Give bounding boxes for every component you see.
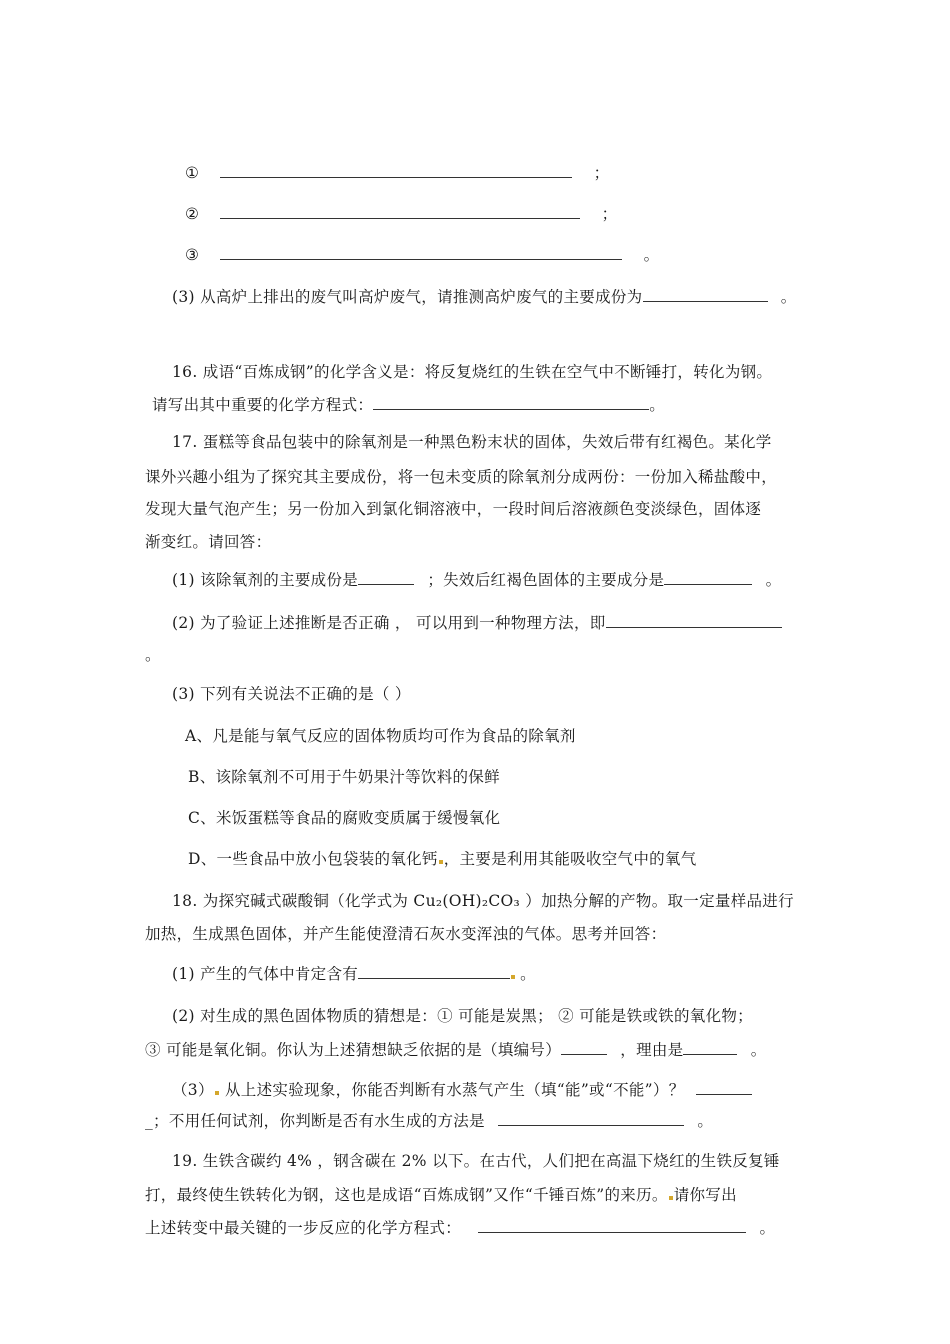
q16-line-2	[152, 395, 665, 415]
q18-2-blank-a[interactable]	[561, 1040, 607, 1055]
q17-line-2: 课外兴趣小组为了探究其主要成份，将一包未变质的除氧剂分成两份：一份加入稀盐酸中，	[145, 468, 778, 486]
q17-1-blank-a[interactable]	[358, 570, 414, 585]
option-d-text-a: D、一些食品中放小包袋装的氧化钙	[188, 850, 438, 868]
option-d	[188, 849, 697, 869]
q18-3-text-b: _；不用任何试剂，你判断是否有水生成的方法是	[145, 1112, 485, 1130]
period: 。	[759, 1219, 776, 1237]
q17-1	[172, 570, 781, 590]
q16-line-1: 16. 成语“百炼成钢”的化学含义是：将反复烧红的生铁在空气中不断锤打，转化为钢。	[172, 363, 773, 381]
q19-prompt: 上述转变中最关键的一步反应的化学方程式：	[145, 1219, 462, 1237]
answer-blank-2[interactable]	[220, 204, 580, 219]
q19-line-2	[145, 1185, 737, 1205]
circled-number-3: ③	[185, 246, 200, 264]
q16-prompt: 请写出其中重要的化学方程式：	[152, 396, 374, 414]
q17-3: (3) 下列有关说法不正确的是（ ）	[172, 685, 411, 703]
period: 。	[643, 246, 660, 264]
q17-2-end: 。	[145, 646, 161, 664]
q19-line-1: 19. 生铁含碳约 4% ，钢含碳在 2% 以下。在古代，人们把在高温下烧红的生铁反复锤	[172, 1152, 780, 1170]
q19-blank[interactable]	[478, 1218, 746, 1233]
q18-3-text: 从上述实验现象，你能否判断有水蒸气产生（填“能”或“不能”）？	[219, 1081, 685, 1099]
q15-3-blank[interactable]	[643, 287, 768, 302]
q19-line-3	[145, 1218, 775, 1238]
q18-line-1: 18. 为探究碱式碳酸铜（化学式为 Cu₂(OH)₂CO₃ ）加热分解的产物。取一定量样品进行	[172, 892, 794, 910]
period: 。	[765, 571, 782, 589]
answer-blank-3[interactable]	[220, 245, 622, 260]
q16-blank[interactable]	[373, 395, 649, 410]
q19-text-a: 打，最终使生铁转化为钢，这也是成语“百炼成钢”又作“千锤百炼”的来历。	[145, 1186, 668, 1204]
q17-line-1: 17. 蛋糕等食品包装中的除氧剂是一种黑色粉末状的固体，失效后带有红褐色。某化学	[172, 433, 772, 451]
q18-1-blank[interactable]	[358, 964, 510, 979]
period: 。	[697, 1112, 714, 1130]
q17-line-3: 发现大量气泡产生；另一份加入到氯化铜溶液中，一段时间后溶液颜色变淡绿色，固体逐	[145, 500, 762, 518]
q18-3-blank-a[interactable]	[696, 1080, 752, 1095]
period: 。	[780, 288, 797, 306]
q18-3-number: （3）	[172, 1081, 214, 1099]
semicolon: ；	[593, 164, 610, 182]
answer-line-3	[185, 245, 659, 265]
q19-text-b: 请你写出	[673, 1186, 737, 1204]
answer-blank-1[interactable]	[220, 163, 572, 178]
q18-2-line-1: (2) 对生成的黑色固体物质的猜想是：① 可能是炭黑； ② 可能是铁或铁的氧化物；	[172, 1007, 753, 1025]
option-d-text-b: ，主要是利用其能吸收空气中的氧气	[443, 850, 697, 868]
q17-1-text-b: ；失效后红褐色固体的主要成分是	[427, 571, 665, 589]
q18-2-text: ③ 可能是氧化铜。你认为上述猜想缺乏依据的是（填编号）	[145, 1041, 562, 1059]
q18-3-line-1	[172, 1080, 752, 1100]
q18-2-blank-b[interactable]	[683, 1040, 737, 1055]
q17-2-blank[interactable]	[606, 613, 782, 628]
answer-line-2	[185, 204, 617, 224]
q15-3-text: (3) 从高炉上排出的废气叫高炉废气，请推测高炉废气的主要成份为	[172, 288, 643, 306]
q17-1-text: (1) 该除氧剂的主要成份是	[172, 571, 359, 589]
q17-1-blank-b[interactable]	[664, 570, 752, 585]
q18-3-line-2	[145, 1111, 713, 1131]
highlight-mark	[215, 1091, 219, 1095]
highlight-mark	[439, 860, 443, 864]
q18-2-line-2	[145, 1040, 767, 1060]
circled-number-1: ①	[185, 164, 200, 182]
period: 。	[520, 965, 536, 983]
q17-2	[172, 613, 782, 633]
q15-3	[172, 287, 797, 307]
circled-number-2: ②	[185, 205, 200, 223]
answer-line-1	[185, 163, 609, 183]
q18-1-text: (1) 产生的气体中肯定含有	[172, 965, 359, 983]
highlight-mark	[669, 1196, 673, 1200]
q18-2-reason-text: ，理由是	[620, 1041, 684, 1059]
highlight-mark	[511, 975, 515, 979]
q18-line-2: 加热，生成黑色固体，并产生能使澄清石灰水变浑浊的气体。思考并回答：	[145, 925, 667, 943]
option-c: C、米饭蛋糕等食品的腐败变质属于缓慢氧化	[188, 809, 501, 827]
period: 。	[649, 396, 666, 414]
q18-1	[172, 964, 536, 984]
q17-2-text: (2) 为了验证上述推断是否正确 ， 可以用到一种物理方法，即	[172, 614, 606, 632]
period: 。	[750, 1041, 767, 1059]
q17-line-4: 渐变红。请回答：	[145, 533, 272, 551]
semicolon: ；	[601, 205, 618, 223]
q18-3-blank-b[interactable]	[498, 1111, 684, 1126]
option-a: A、凡是能与氧气反应的固体物质均可作为食品的除氧剂	[185, 727, 576, 745]
option-b: B、该除氧剂不可用于牛奶果汁等饮料的保鲜	[188, 768, 500, 786]
